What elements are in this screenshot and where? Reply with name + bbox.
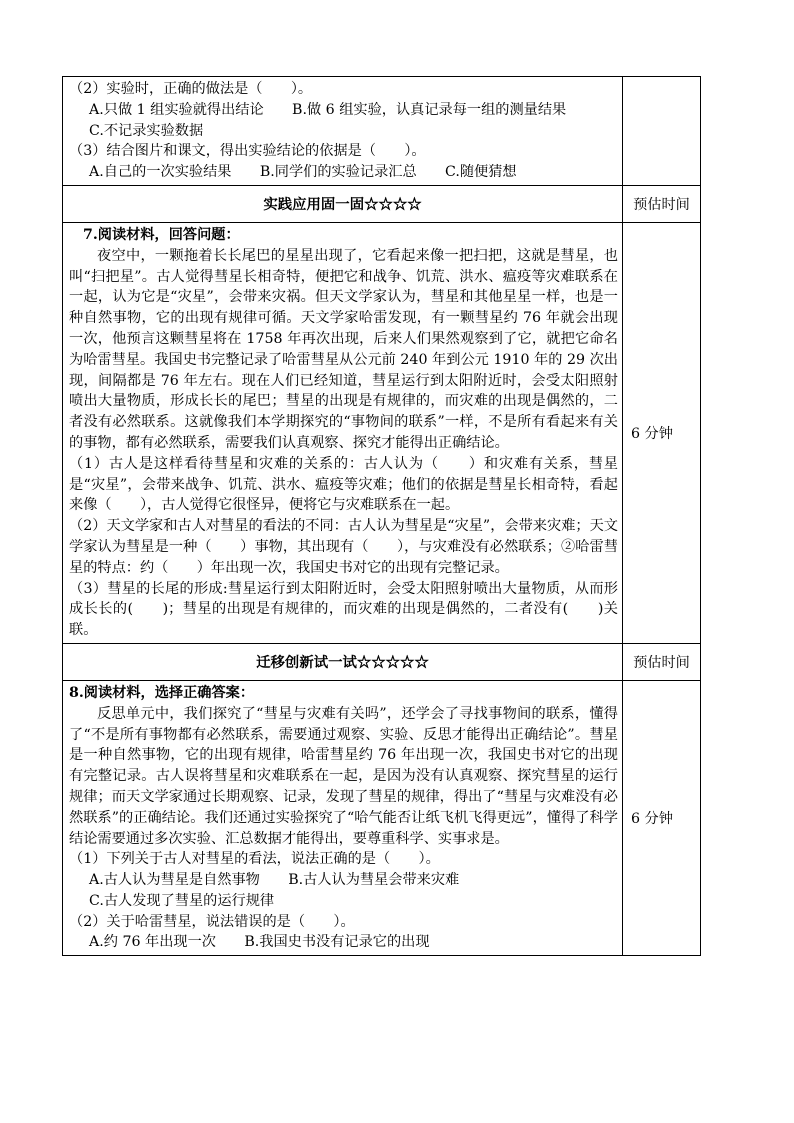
q8-passage: 反思单元中，我们探究了“彗星与灾难有关吗”，还学会了寻找事物间的联系，懂得了“不是所有事物都有必然联系，需要通过观察、实验、反思才能得出正确结论”。彗星是一种自然事物，它的出现有规律，哈雷彗星约 76 年出现一次，我国史书对它的出现有完整记录。古人误将彗星和灾难联系在一起，是因为没有认真观察、探究彗星的运行规律；而天文学家通过长期观察、记录，发现了彗星的规律，得出了“彗星与灾难没有必然联系”的正确结论。我们还通过实验探究了“哈气能否让纸飞机飞得更远”，懂得了科学结论需要通过多次实验、汇总数据才能得出，要尊重科学、实事求是。 [69, 705, 618, 847]
section1-title: 实践应用固一固☆☆☆☆ [63, 185, 623, 222]
q8-sub2-options-ab: A.约 76 年出现一次 B.我国史书没有记录它的出现 [89, 934, 430, 951]
q7-sub3: （3）彗星的长尾的形成:彗星运行到太阳附近时，会受太阳照射喷出大量物质，从而形成长长的( )；彗星的出现是有规律的，而灾难的出现是偶然的，二者没有( )关联。 [69, 580, 618, 639]
q8-sub1: （1）下列关于古人对彗星的看法，说法正确的是（ ）。 [69, 851, 440, 868]
section2-title: 迁移创新试一试☆☆☆☆☆ [63, 643, 623, 680]
section1-time-label: 预估时间 [623, 185, 701, 222]
section2-time-label: 预估时间 [623, 643, 701, 680]
q7-row [63, 222, 701, 643]
q8-time: 6 分钟 [623, 680, 701, 955]
q8-sub1-option-c: C.古人发现了彗星的运行规律 [89, 892, 275, 909]
top-block-content [63, 77, 623, 186]
q6-sub3-question: （3）结合图片和课文，得出实验结论的依据是（ ）。 [69, 143, 426, 160]
top-block-row [63, 77, 701, 186]
worksheet-table [62, 76, 701, 956]
q6-sub2-question: （2）实验时，正确的做法是（ ）。 [69, 81, 313, 97]
q7-content [63, 222, 623, 643]
q8-sub1-options-ab: A.古人认为彗星是自然事物 B.古人认为彗星会带来灾难 [89, 872, 460, 889]
q7-sub2: （2）天文学家和古人对彗星的看法的不同：古人认为彗星是“灾星”，会带来灾难；天文学家认为彗星是一种（ ）事物，其出现有（ ），与灾难没有必然联系；②哈雷彗星的特点：约（ ）年出现一次，我国史书对它的出现有完整记录。 [69, 518, 618, 576]
q7-passage: 夜空中，一颗拖着长长尾巴的星星出现了，它看起来像一把扫把，这就是彗星，也叫“扫把星”。古人觉得彗星长相奇特，便把它和战争、饥荒、洪水、瘟疫等灾难联系在一起，认为它是“灾星”，会带来灾祸。但天文学家认为，彗星和其他星星一样，也是一种自然事物，它的出现有规律可循。天文学家哈雷发现，有一颗彗星约 76 年就会出现一次，他预言这颗彗星将在 1758 年再次出现，后来人们果然观察到了它，就把它命名为哈雷彗星。我国史书完整记录了哈雷彗星从公元前 240 年到公元 1910 年的 29 次出现，间隔都是 76 年左右。现在人们已经知道，彗星运行到太阳附近时，会受太阳照射喷出大量物质，形成长长的尾巴；彗星的出现是有规律的，而灾难的出现是偶然的，二者没有必然联系。这就像我们本学期探究的“事物间的联系”一样，不是所有看起来有关的事物，都有必然联系，需要我们认真观察、探究才能得出正确结论。 [69, 247, 618, 451]
q7-sub1: （1）古人是这样看待彗星和灾难的关系的：古人认为（ ）和灾难有关系，彗星是“灾星”，会带来战争、饥荒、洪水、瘟疫等灾难；他们的依据是彗星长相奇特，看起来像（ ），古人觉得它很怪异，便将它与灾难联系在一起。 [69, 455, 618, 514]
q6-sub3-options: A.自己的一次实验结果 B.同学们的实验记录汇总 C.随便猜想 [89, 164, 517, 181]
section2-header-row [63, 643, 701, 680]
q8-heading: 8.阅读材料，选择正确答案： [69, 684, 255, 701]
q7-time: 6 分钟 [623, 222, 701, 643]
q6-sub2-options-ab: A.只做 1 组实验就得出结论 B.做 6 组实验，认真记录每一组的测量结果 [89, 101, 567, 118]
q7-heading: 7.阅读材料，回答问题： [83, 226, 240, 243]
section1-header-row [63, 185, 701, 222]
q8-row [63, 680, 701, 955]
top-block-side [623, 77, 701, 186]
q6-sub2-option-c: C.不记录实验数据 [89, 122, 204, 139]
q8-sub2: （2）关于哈雷彗星，说法错误的是（ ）。 [69, 913, 355, 930]
q8-content [63, 680, 623, 955]
worksheet [62, 76, 700, 956]
